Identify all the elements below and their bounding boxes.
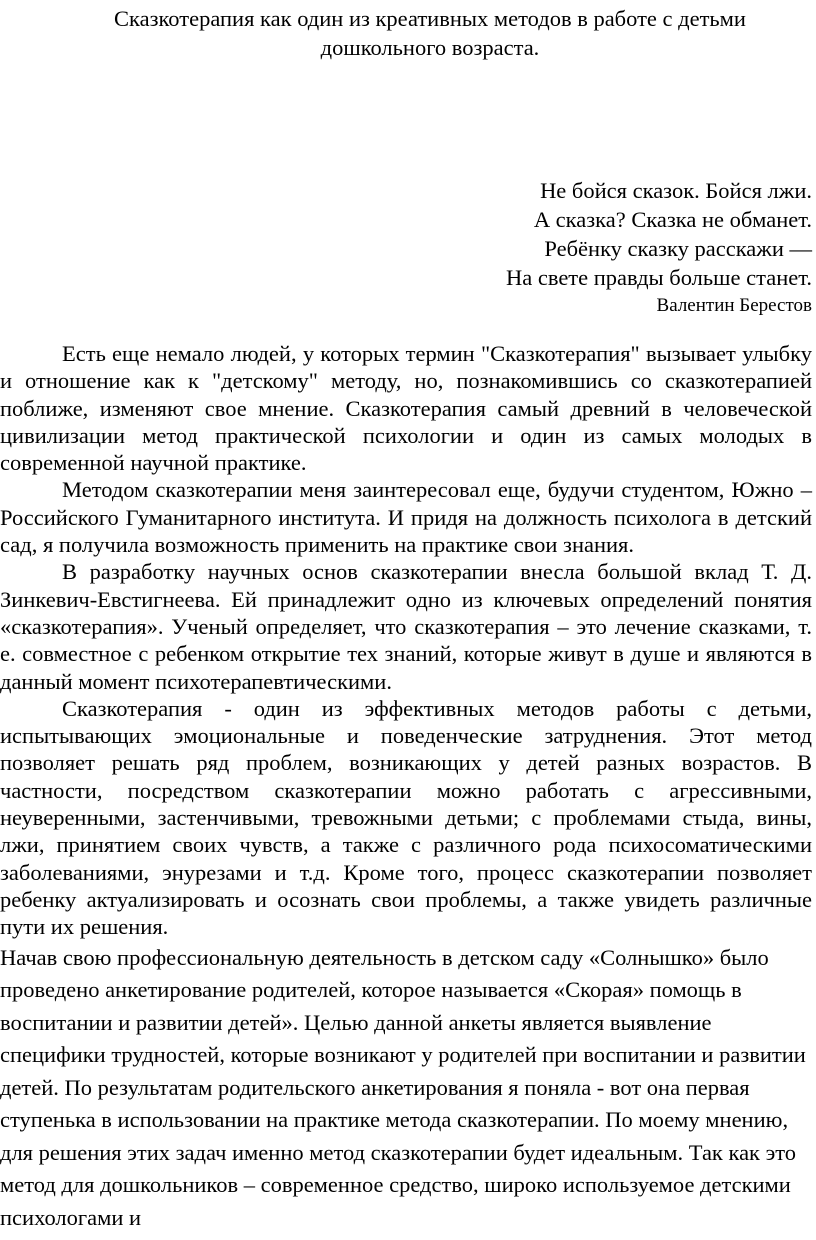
body-paragraph: В разработку научных основ сказкотерапии внесла большой вклад Т. Д. Зинкевич-Евстигнеева. Ей принадлежит одно из ключевых определений понятия «сказкотерапия». Ученый определяет, что сказкотерапия – это лечение сказками, т. е. совместное с ребенком открытие тех знаний, которые живут в душе и являются в данный момент психотерапевтическими. [0, 559, 812, 694]
epigraph-line: А сказка? Сказка не обманет. [533, 207, 812, 232]
epigraph-line: Не бойся сказок. Бойся лжи. [540, 178, 812, 203]
document-body [0, 340, 812, 1234]
epigraph-line: На свете правды больше станет. [505, 265, 812, 290]
epigraph [0, 176, 812, 318]
epigraph-line: Ребёнку сказку расскажи — [544, 236, 812, 261]
body-paragraph-unindented: Начав свою профессиональную деятельность в детском саду «Солнышко» было проведено анкетирование родителей, которое называется «Скорая» помощь в воспитании и развитии детей». Целью данной анкеты является выявление специфики трудностей, которые возникают у родителей при воспитании и развитии детей. По результатам родительского анкетирования я поняла - вот она первая ступенька в использовании на практике метода сказкотерапии. По моему мнению, для решения этих задач именно метод сказкотерапии будет идеальным. Так как это метод для дошкольников – современное средство, широко используемое детскими психологами и [0, 944, 806, 1230]
body-paragraph: Методом сказкотерапии меня заинтересовал еще, будучи студентом, Южно – Российского Гуманитарного института. И придя на должность психолога в детский сад, я получила возможность применить на практике свои знания. [0, 477, 812, 558]
epigraph-author: Валентин Берестов [656, 295, 812, 316]
body-paragraph: Сказкотерапия - один из эффективных методов работы с детьми, испытывающих эмоциональные и поведенческие затруднения. Этот метод позволяет решать ряд проблем, возникающих у детей разных возрастов. В частности, посредством сказкотерапии можно работать с агрессивными, неуверенными, застенчивыми, тревожными детьми; с проблемами стыда, вины, лжи, принятием своих чувств, а также с различного рода психосоматическими заболеваниями, энурезами и т.д. Кроме того, процесс сказкотерапии позволяет ребенку актуализировать и осознать свои проблемы, а также увидеть различные пути их решения. [0, 695, 812, 940]
body-paragraph: Есть еще немало людей, у которых термин "Сказкотерапия" вызывает улыбку и отношение как к "детскому" методу, но, познакомившись со сказкотерапией поближе, изменяют свое мнение. Сказкотерапия самый древний в человеческой цивилизации метод практической психологии и один из самых молодых в современной научной практике. [0, 341, 812, 476]
document-title: Сказкотерапия как один из креативных методов в работе с детьми дошкольного возраста. [114, 6, 746, 60]
